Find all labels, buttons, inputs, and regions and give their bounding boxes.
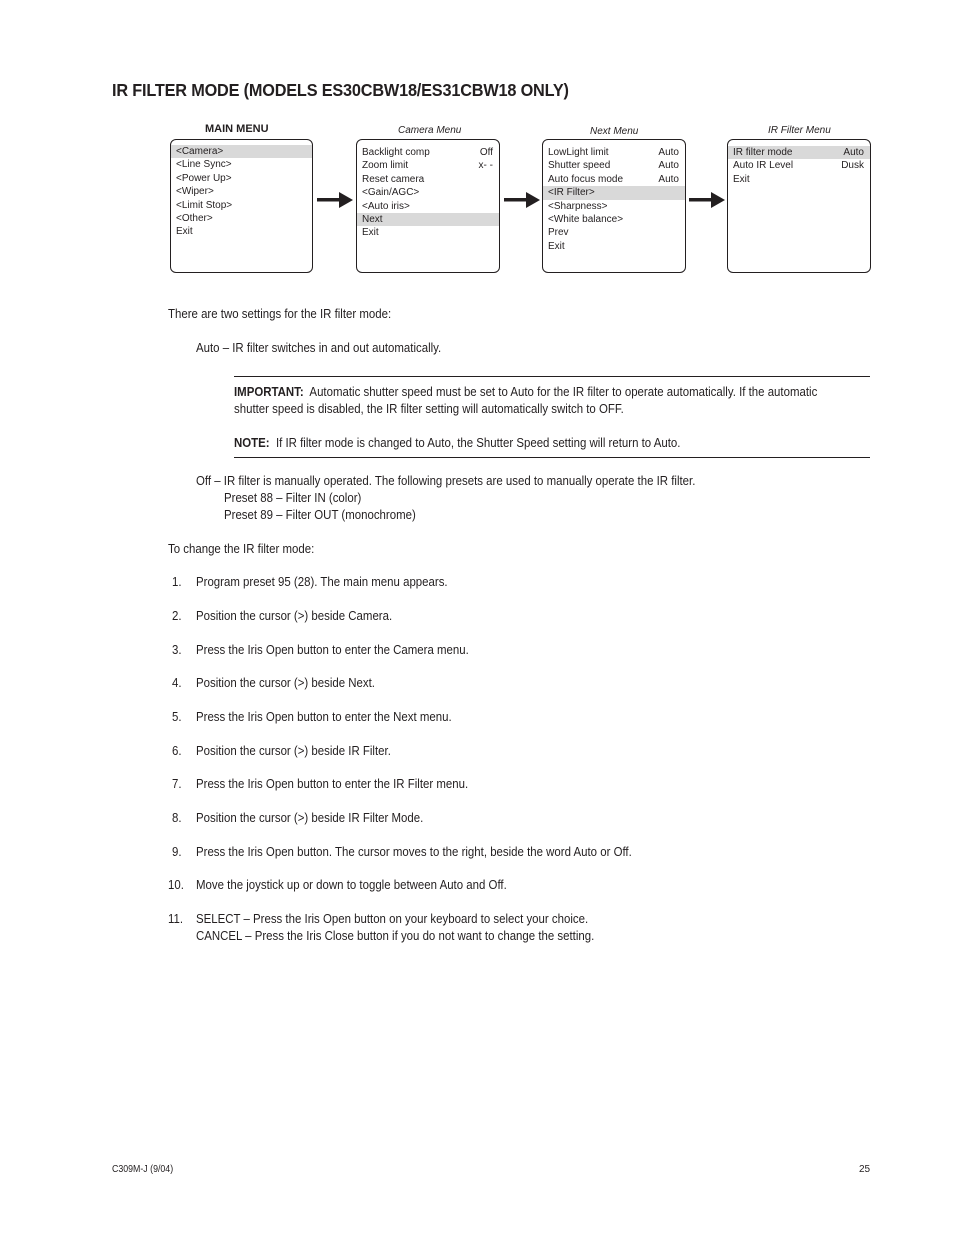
step-number: 11.	[168, 911, 184, 926]
page-number: 25	[859, 1164, 871, 1175]
divider	[234, 457, 870, 458]
menu-item: <IR Filter>	[543, 186, 685, 199]
menu-item: Next	[357, 213, 499, 226]
menu-item: <Limit Stop>	[176, 199, 233, 211]
menu-item: <Camera>	[171, 145, 312, 158]
menu-item: Exit	[176, 226, 193, 238]
preset-89: Preset 89 – Filter OUT (monochrome)	[224, 507, 416, 522]
important-line-2: shutter speed is disabled, the IR filter setting will automatically switch to OFF.	[234, 401, 624, 416]
step-number: 2.	[172, 608, 182, 623]
next-menu-box	[542, 139, 686, 273]
menu-item: <Sharpness>	[548, 200, 608, 212]
next-menu-label: Next Menu	[590, 126, 639, 137]
off-description: Off – IR filter is manually operated. The following presets are used to manually operate the IR filter.	[196, 473, 696, 488]
main-menu-box	[170, 139, 313, 273]
step-text: Press the Iris Open button to enter the IR Filter menu.	[196, 776, 469, 791]
arrow-right-icon	[689, 192, 725, 208]
step-number: 1.	[172, 574, 182, 589]
menu-item: IR filter mode Auto	[728, 146, 870, 159]
step-number: 8.	[172, 810, 182, 825]
step-text: SELECT – Press the Iris Open button on your keyboard to select your choice.	[196, 911, 589, 926]
menu-item: <Line Sync>	[176, 159, 232, 171]
camera-menu-label: Camera Menu	[398, 125, 462, 136]
page-title: IR FILTER MODE (MODELS ES30CBW18/ES31CBW18 ONLY)	[112, 80, 569, 100]
step-number: 3.	[172, 642, 182, 657]
step-text: Position the cursor (>) beside Camera.	[196, 608, 393, 623]
step-number: 9.	[172, 844, 182, 859]
main-menu-label: MAIN MENU	[205, 123, 269, 135]
step-text: Press the Iris Open button to enter the Camera menu.	[196, 642, 469, 657]
step-number: 7.	[172, 776, 182, 791]
menu-item: <Power Up>	[176, 172, 232, 184]
preset-88: Preset 88 – Filter IN (color)	[224, 490, 362, 505]
arrow-right-icon	[317, 192, 353, 208]
menu-item: Zoom limit x- -	[362, 160, 493, 172]
note-text: NOTE: If IR filter mode is changed to Auto, the Shutter Speed setting will return to Auto.	[234, 435, 681, 450]
menu-item: <Auto iris>	[362, 200, 410, 212]
step-text: Position the cursor (>) beside Next.	[196, 675, 375, 690]
auto-description: Auto – IR filter switches in and out automatically.	[196, 340, 442, 355]
menu-item: <White balance>	[548, 213, 624, 225]
menu-item: Exit	[733, 173, 750, 185]
note-label: NOTE:	[234, 435, 270, 450]
menu-item: Auto focus mode Auto	[548, 173, 679, 185]
menu-item: Reset camera	[362, 173, 425, 185]
camera-menu-box	[356, 139, 500, 273]
step-text: Position the cursor (>) beside IR Filter Mode.	[196, 810, 424, 825]
menu-item: <Other>	[176, 212, 213, 224]
menu-item: <Wiper>	[176, 186, 214, 198]
menu-item: Auto IR Level Dusk	[733, 160, 864, 172]
menu-item: Backlight comp Off	[362, 147, 493, 158]
ir-filter-menu-label: IR Filter Menu	[768, 125, 831, 136]
step-number: 4.	[172, 675, 182, 690]
step-text: Move the joystick up or down to toggle between Auto and Off.	[196, 877, 507, 892]
change-intro: To change the IR filter mode:	[168, 541, 315, 556]
divider	[234, 376, 870, 377]
step-text: Press the Iris Open button to enter the Next menu.	[196, 709, 452, 724]
menu-item: Exit	[362, 227, 379, 239]
menu-item: <Gain/AGC>	[362, 187, 420, 199]
important-line-1: IMPORTANT: Automatic shutter speed must be set to Auto for the IR filter to operate automatically. If the automatic	[234, 384, 818, 399]
important-label: IMPORTANT:	[234, 384, 304, 399]
menu-item: Prev	[548, 227, 569, 239]
step-number: 10.	[168, 877, 184, 892]
menu-item: Shutter speed Auto	[548, 160, 679, 172]
step-number: 6.	[172, 743, 182, 758]
step-text-continued: CANCEL – Press the Iris Close button if you do not want to change the setting.	[196, 928, 595, 943]
step-text: Press the Iris Open button. The cursor moves to the right, beside the word Auto or Off.	[196, 844, 632, 859]
footer-doc-id: C309M-J (9/04)	[112, 1164, 174, 1175]
menu-item: LowLight limit Auto	[548, 147, 679, 158]
step-number: 5.	[172, 709, 182, 724]
step-text: Position the cursor (>) beside IR Filter.	[196, 743, 391, 758]
arrow-right-icon	[504, 192, 540, 208]
ir-filter-menu-box	[727, 139, 871, 273]
intro-text: There are two settings for the IR filter mode:	[168, 306, 392, 321]
step-text: Program preset 95 (28). The main menu appears.	[196, 574, 448, 589]
menu-item: Exit	[548, 240, 565, 252]
